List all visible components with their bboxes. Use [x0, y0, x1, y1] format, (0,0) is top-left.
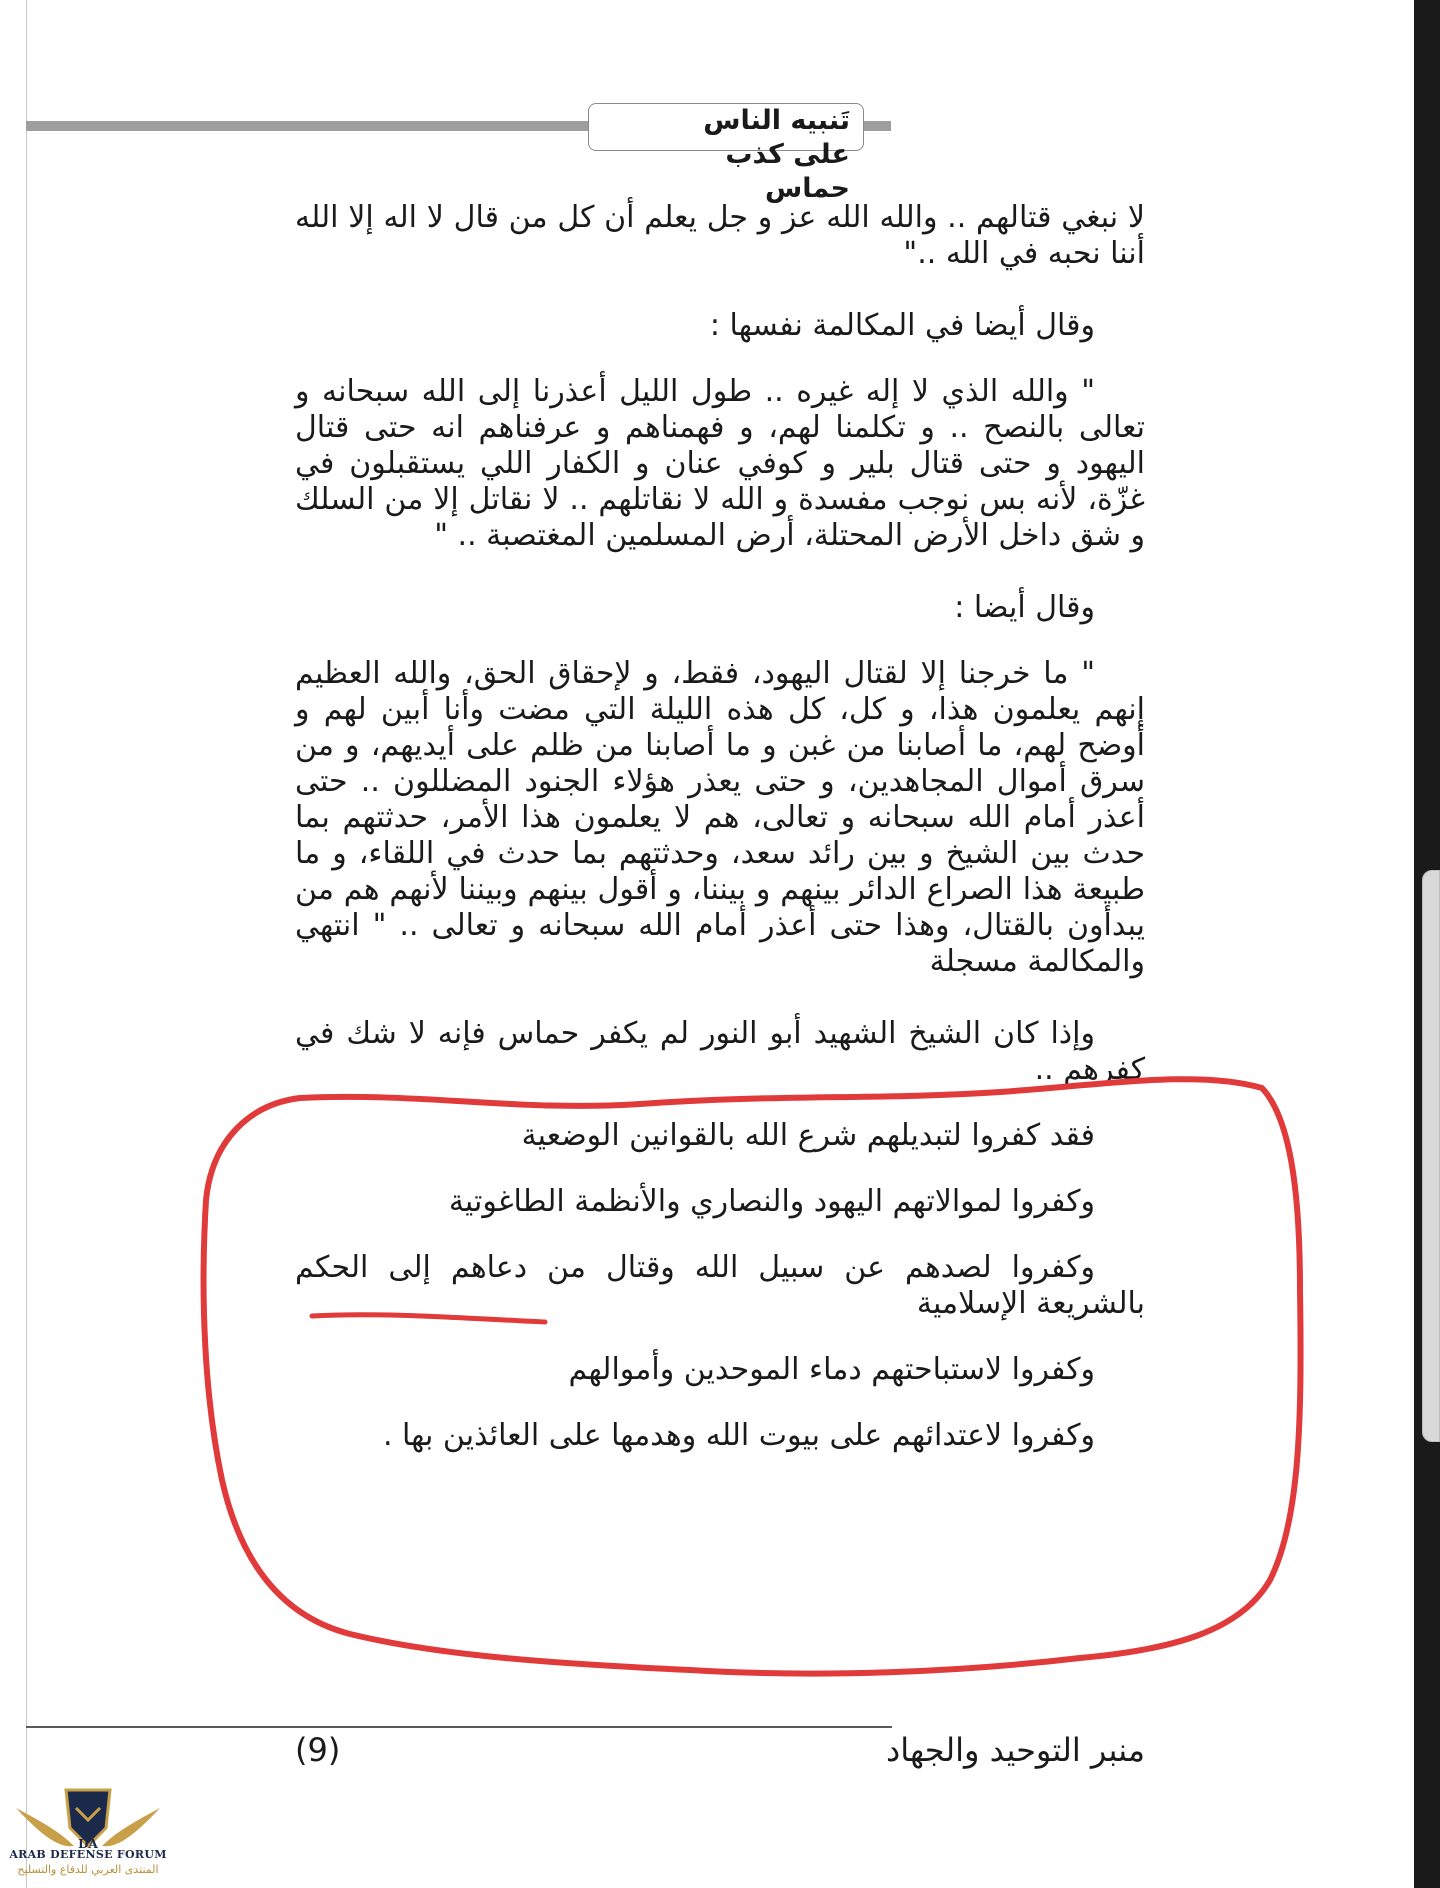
- logo-badge: DA: [78, 1837, 98, 1851]
- footer-rule: [26, 1726, 892, 1728]
- paragraph-8: وكفروا لموالاتهم اليهود والنصاري والأنظمة الطاغوتية: [448, 1184, 1095, 1219]
- paragraph-9: وكفروا لصدهم عن سبيل الله وقتال من دعاهم إلى الحكم بالشريعة الإسلامية: [295, 1250, 1145, 1321]
- footer-source: منبر التوحيد والجهاد: [885, 1731, 1145, 1769]
- page-left-edge: [26, 0, 27, 1888]
- paragraph-2: وقال أيضا في المكالمة نفسها :: [709, 308, 1095, 343]
- logo-left-wing: [16, 1808, 74, 1846]
- scrollbar-handle[interactable]: [1422, 870, 1440, 1442]
- quote-paragraph-1: " والله الذي لا إله غيره .. طول الليل أعذرنا إلى الله سبحانه و تعالى بالنصح .. و تكلمنا لهم، و فهمناهم و عرفناهم انه حتى قتال اليهود و حتى قتال بلير و كوفي عنان و الكفار اللي يستقبلون في غزّة، لأنه بس نوجب مفسدة و الله لا نقاتلهم .. لا نقاتل إلا من السلك و شق داخل الأرض المحتلة، أرض المسلمين المغتصبة .. ": [295, 374, 1145, 553]
- document-title: تَنبيه الناس على كذب حماس: [703, 105, 850, 204]
- paragraph-7: فقد كفروا لتبديلهم شرع الله بالقوانين الوضعية: [521, 1118, 1095, 1153]
- paragraph-10: وكفروا لاستباحتهم دماء الموحدين وأموالهم: [568, 1352, 1095, 1387]
- quote-paragraph-2: " ما خرجنا إلا لقتال اليهود، فقط، و لإحقاق الحق، والله العظيم إنهم يعلمون هذا، و كل، كل هذه الليلة التي مضت وأنا أبين لهم و أوضح لهم، ما أصابنا من غبن و ما أصابنا من ظلم على أيديهم، و من سرق أموال المجاهدين، و حتى يعذر هؤلاء الجنود المضللون .. حتى أعذر أمام الله سبحانه و تعالى، هم لا يعلمون هذا الأمر، حدثتهم بما حدث بين الشيخ و بين رائد سعد، وحدثتهم بما حدث في اللقاء، و ما طبيعة هذا الصراع الدائر بينهم و بيننا، و أقول بينهم وبيننا لأنهم هم من يبدأون بالقتال، وهذا حتى أعذر أمام الله سبحانه و تعالى .. " انتهي والمكالمة مسجلة: [295, 656, 1145, 979]
- document-body: [295, 200, 1145, 1454]
- paragraph-4: وقال أيضا :: [954, 590, 1095, 625]
- page-number: (9): [295, 1731, 341, 1769]
- paragraph-11: وكفروا لاعتدائهم على بيوت الله وهدمها على العائذين بها .: [382, 1418, 1095, 1453]
- paragraph-6: وإذا كان الشيخ الشهيد أبو النور لم يكفر حماس فإنه لا شك في كفرهم ..: [295, 1016, 1145, 1087]
- paragraph-1: لا نبغي قتالهم .. والله الله عز و جل يعلم أن كل من قال لا اله إلا الله أننا نحبه في الله ..": [295, 200, 1145, 271]
- watermark-title: ARAB DEFENSE FORUM: [9, 1848, 167, 1861]
- watermark-subtitle: المنتدى العربي للدفاع والتسليح: [17, 1863, 159, 1876]
- logo-right-wing: [102, 1808, 160, 1846]
